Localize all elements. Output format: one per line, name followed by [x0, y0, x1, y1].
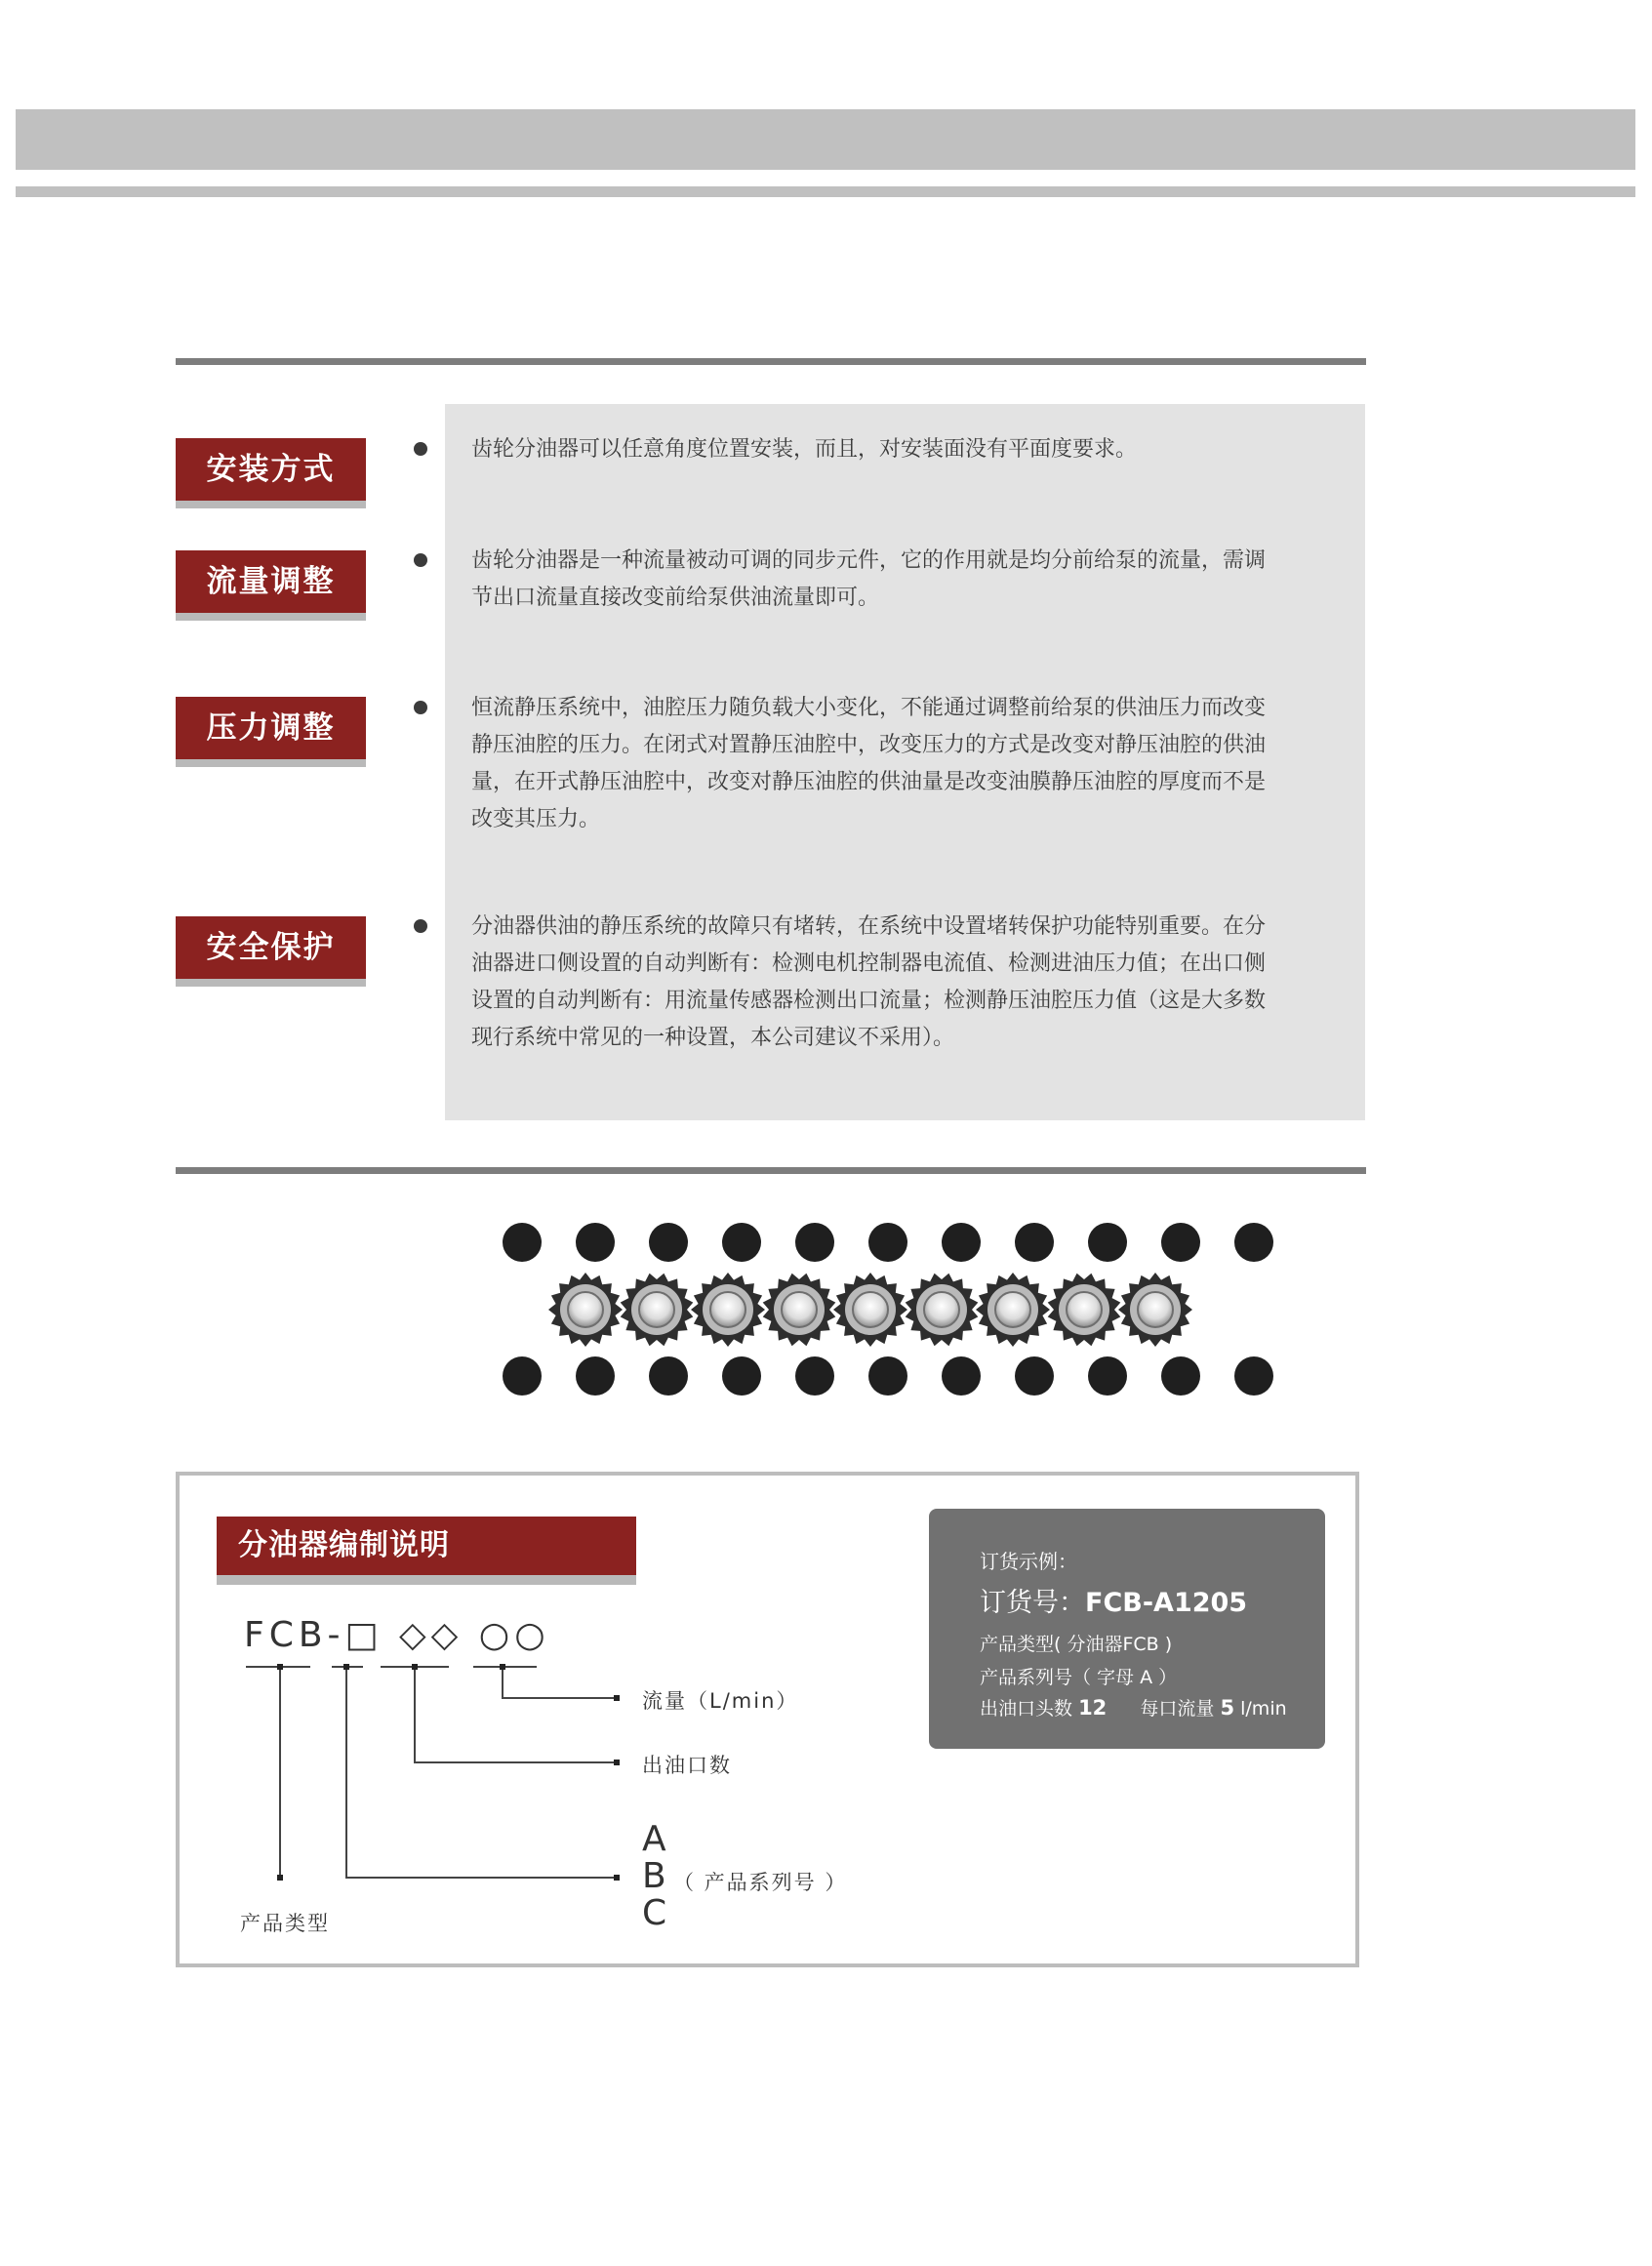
- label-outlets: 出油口数: [642, 1754, 732, 1777]
- bolt-hole: [1015, 1223, 1054, 1262]
- bolt-hole: [1161, 1356, 1200, 1396]
- gear-bore: [924, 1292, 959, 1327]
- order-number: FCB-A1205: [1085, 1588, 1248, 1618]
- gear-row: [548, 1273, 1192, 1347]
- tag-shadow: [176, 979, 366, 987]
- gear-bore: [639, 1292, 674, 1327]
- bolt-hole: [942, 1356, 981, 1396]
- header-line: [16, 186, 1635, 197]
- gear-array-illustration: [493, 1215, 1273, 1410]
- example-outlets-flow: [980, 1694, 1287, 1720]
- order-label: 订货号：: [980, 1588, 1085, 1618]
- para-line: 齿轮分油器可以任意角度位置安装，而且，对安装面没有平面度要求。: [471, 437, 1138, 462]
- model-code: FCB-□ ◇◇ ○○: [244, 1615, 550, 1655]
- tag-safety: 安全保护: [176, 916, 366, 979]
- bolt-hole: [1088, 1356, 1127, 1396]
- bullet-icon: [414, 919, 427, 933]
- bolt-hole: [649, 1223, 688, 1262]
- bolt-hole: [1234, 1223, 1273, 1262]
- divider-bottom: [176, 1167, 1366, 1174]
- order-number-line: [980, 1581, 1247, 1619]
- tag-shadow: [176, 759, 366, 767]
- para-line: 静压油腔的压力。在闭式对置静压油腔中，改变压力的方式是改变对静压油腔的供油: [471, 733, 1267, 757]
- para-installation: [471, 431, 1350, 468]
- bolt-hole: [795, 1356, 834, 1396]
- para-line: 齿轮分油器是一种流量被动可调的同步元件，它的作用就是均分前给泵的流量，需调: [471, 548, 1267, 573]
- bolt-hole: [576, 1356, 615, 1396]
- example-heading: 订货示例：: [980, 1550, 1077, 1573]
- bolt-hole: [1234, 1356, 1273, 1396]
- bolt-hole: [722, 1223, 761, 1262]
- label-series: （ 产品系列号 ）: [673, 1871, 848, 1894]
- tag-flow-adjust: 流量调整: [176, 550, 366, 613]
- series-letter-a: A: [642, 1819, 666, 1859]
- bolt-hole: [1161, 1223, 1200, 1262]
- tag-pressure-adjust: 压力调整: [176, 697, 366, 759]
- bolt-hole: [1088, 1223, 1127, 1262]
- outlets-value: 12: [1078, 1696, 1108, 1720]
- bolt-hole: [503, 1223, 542, 1262]
- outlets-label: 出油口头数: [980, 1698, 1073, 1720]
- para-line: 现行系统中常见的一种设置，本公司建议不采用）。: [471, 1026, 955, 1050]
- bolt-hole: [722, 1356, 761, 1396]
- para-line: 恒流静压系统中，油腔压力随负载大小变化，不能通过调整前给泵的供油压力而改变: [471, 696, 1267, 720]
- bolt-hole: [795, 1223, 834, 1262]
- para-line: 改变其压力。: [471, 807, 601, 831]
- bullet-icon: [414, 442, 427, 456]
- flow-label: 每口流量: [1140, 1698, 1215, 1720]
- flow-unit: l/min: [1240, 1698, 1287, 1720]
- label-type: 产品类型: [240, 1912, 330, 1935]
- tag-shadow: [176, 613, 366, 621]
- para-safety: [471, 909, 1350, 1057]
- bolt-hole: [868, 1356, 907, 1396]
- gear-bore: [710, 1292, 745, 1327]
- bolt-hole: [649, 1356, 688, 1396]
- para-line: 油器进口侧设置的自动判断有：检测电机控制器电流值、检测进油压力值；在出口侧: [471, 951, 1267, 976]
- series-letter-c: C: [642, 1893, 667, 1933]
- bolt-holes-bottom: [503, 1356, 1273, 1396]
- bolt-holes-top: [503, 1223, 1273, 1262]
- divider-top: [176, 358, 1366, 365]
- label-flow: 流量（L/min）: [642, 1689, 799, 1713]
- para-line: 设置的自动判断有：用流量传感器检测出口流量；检测静压油腔压力值（这是大多数: [471, 989, 1267, 1013]
- gear-bore: [1067, 1292, 1102, 1327]
- bullet-icon: [414, 701, 427, 714]
- flow-value: 5: [1220, 1696, 1235, 1720]
- para-flow-adjust: [471, 543, 1350, 617]
- tag-installation: 安装方式: [176, 438, 366, 501]
- bolt-hole: [1015, 1356, 1054, 1396]
- tag-shadow: [176, 501, 366, 508]
- bolt-hole: [503, 1356, 542, 1396]
- para-pressure-adjust: [471, 690, 1350, 838]
- coding-title-shadow: [217, 1575, 636, 1585]
- gear-bore: [782, 1292, 817, 1327]
- series-letter-b: B: [642, 1856, 666, 1896]
- para-line: 分油器供油的静压系统的故障只有堵转，在系统中设置堵转保护功能特别重要。在分: [471, 914, 1267, 939]
- para-line: 节出口流量直接改变前给泵供油流量即可。: [471, 586, 880, 610]
- header-band: [16, 109, 1635, 170]
- gear-bore: [1138, 1292, 1173, 1327]
- bolt-hole: [868, 1223, 907, 1262]
- example-type: 产品类型( 分油器FCB ): [980, 1634, 1173, 1655]
- coding-title: 分油器编制说明: [217, 1517, 636, 1575]
- para-line: 量，在开式静压油腔中，改变对静压油腔的供油量是改变油膜静压油腔的厚度而不是: [471, 770, 1267, 794]
- example-series: 产品系列号（ 字母 A ）: [980, 1667, 1178, 1688]
- bolt-hole: [576, 1223, 615, 1262]
- gear-bore: [568, 1292, 603, 1327]
- bullet-icon: [414, 553, 427, 567]
- gear-bore: [853, 1292, 888, 1327]
- bolt-hole: [942, 1223, 981, 1262]
- gear-bore: [995, 1292, 1030, 1327]
- order-example-card: [929, 1509, 1325, 1749]
